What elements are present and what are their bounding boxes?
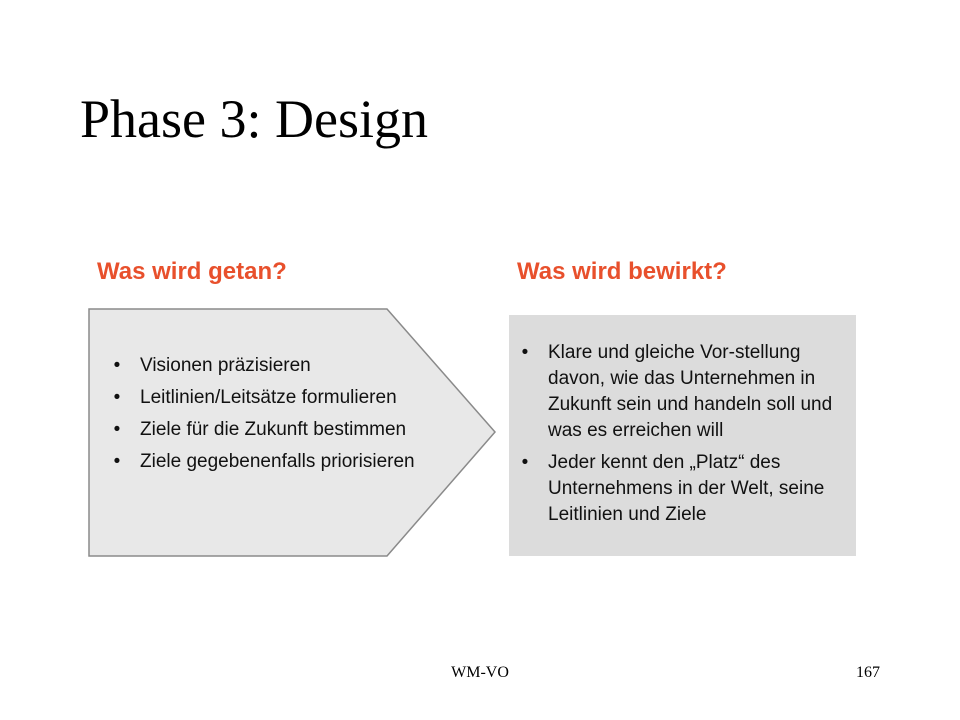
list-item [508, 450, 853, 528]
list-item-text: Ziele für die Zukunft bestimmen [140, 419, 407, 440]
list-item-text: Jeder kennt den „Platz“ des Unternehmens in der Welt, seine Leitlinien und Ziele [548, 452, 825, 525]
footer-label: WM-VO [451, 664, 509, 681]
list-item [100, 449, 480, 475]
list-item [100, 385, 480, 411]
bullet-icon: • [113, 387, 121, 408]
bullet-icon: • [113, 451, 121, 472]
bullet-icon: • [113, 355, 121, 376]
right-bullet-list [508, 340, 853, 534]
bullet-icon: • [113, 419, 121, 440]
list-item [100, 417, 480, 443]
list-item-text: Ziele gegebenenfalls priorisieren [140, 451, 415, 472]
list-item-text: Visionen präzisieren [140, 355, 311, 376]
left-column-heading: Was wird getan? [97, 258, 287, 285]
list-item [100, 353, 480, 379]
slide-title: Phase 3: Design [80, 89, 428, 149]
right-column-heading: Was wird bewirkt? [517, 258, 727, 285]
list-item [508, 340, 853, 444]
page-number: 167 [856, 664, 880, 681]
list-item-text: Leitlinien/Leitsätze formulieren [140, 387, 397, 408]
bullet-icon: • [521, 452, 529, 473]
left-bullet-list [100, 353, 480, 475]
bullet-icon: • [521, 342, 529, 363]
list-item-text: Klare und gleiche Vor-stellung davon, wie das Unternehmen in Zukunft sein und handeln soll und was es erreichen will [548, 342, 833, 441]
